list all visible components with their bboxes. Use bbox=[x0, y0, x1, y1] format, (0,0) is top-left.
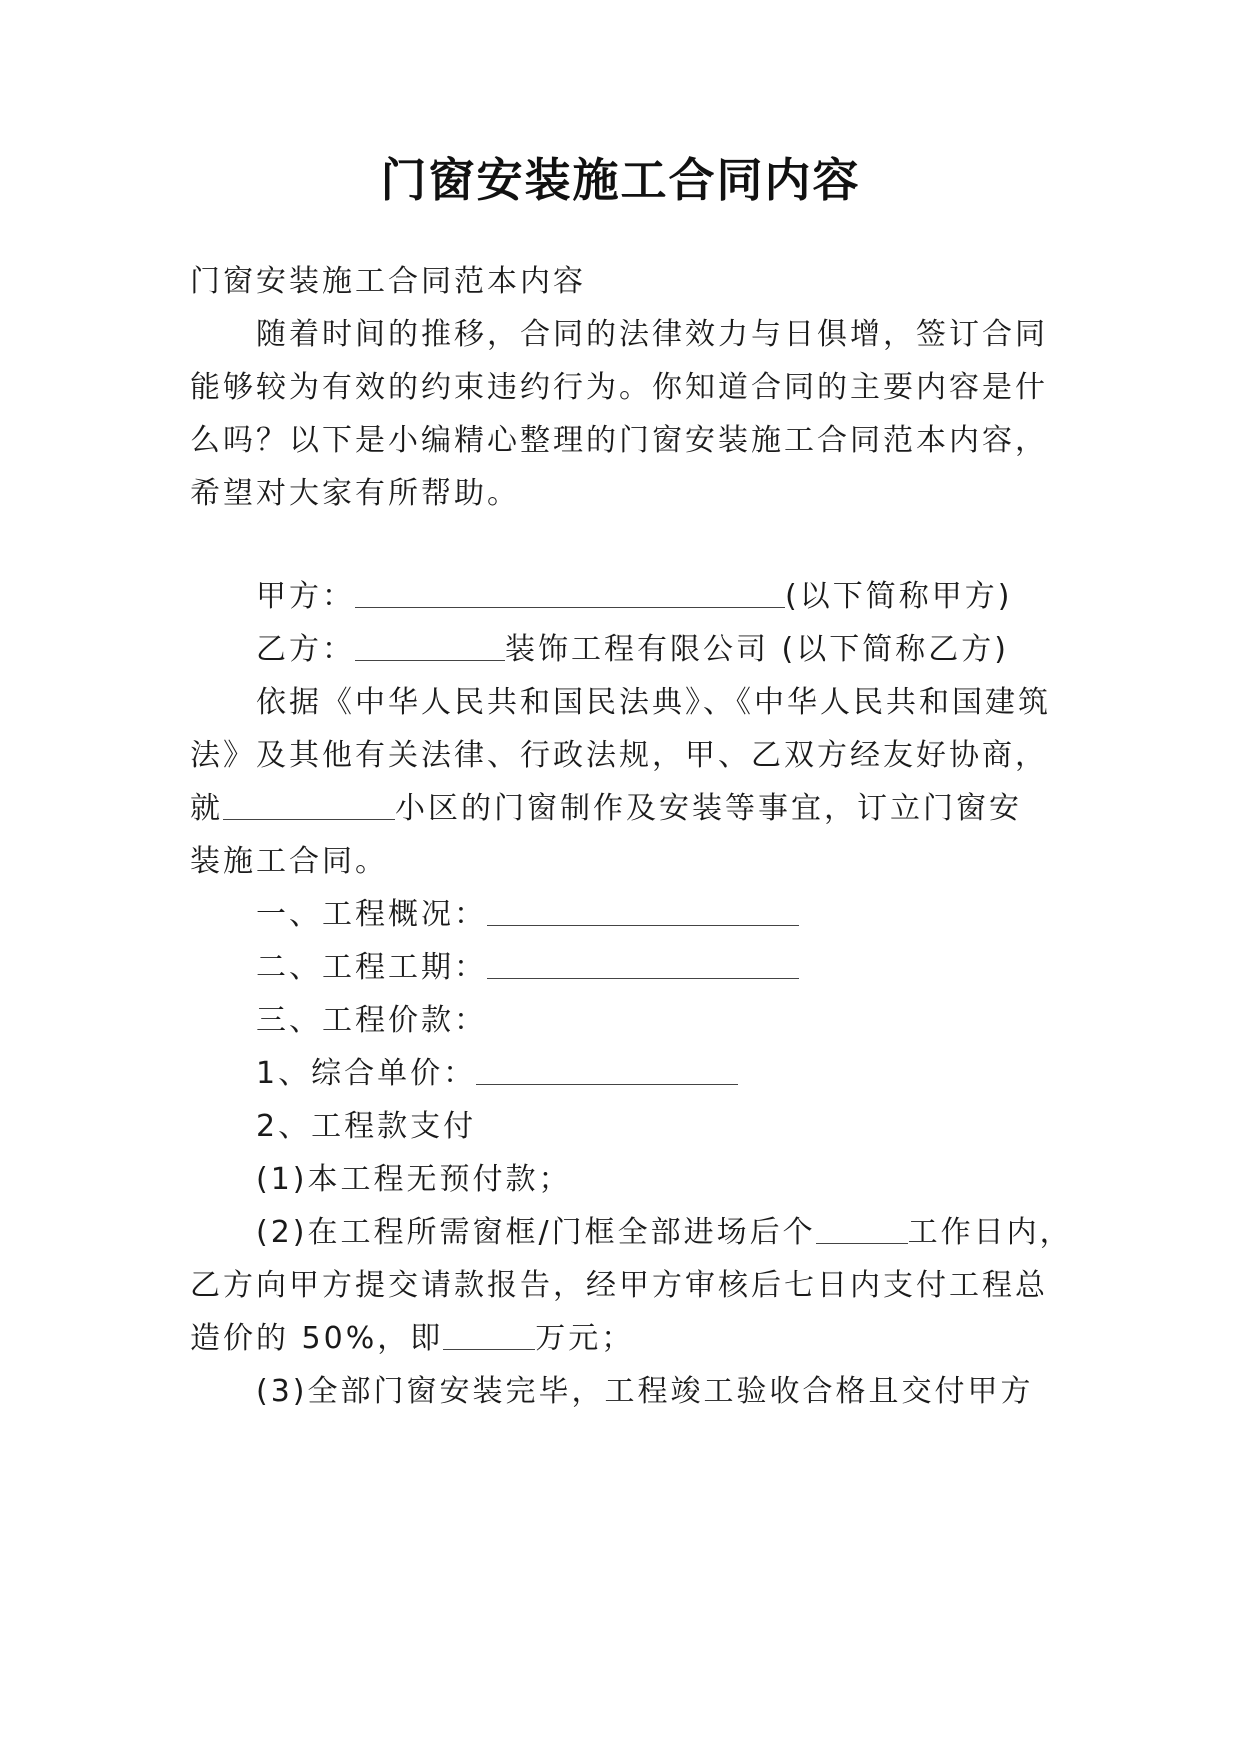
working-days-blank bbox=[816, 1217, 908, 1244]
section-2-label: 二、工程工期： bbox=[256, 950, 487, 985]
item-2-label: 2、工程款支付 bbox=[256, 1109, 477, 1144]
party-b-blank bbox=[355, 634, 505, 661]
payment-2-line-1 bbox=[256, 1213, 1136, 1253]
party-a-line bbox=[256, 577, 1136, 617]
project-period-blank bbox=[487, 952, 799, 979]
item-1-label: 1、综合单价： bbox=[256, 1056, 477, 1091]
payment-2-line-3-prefix: 造价的 50%，即 bbox=[190, 1321, 444, 1356]
party-a-blank bbox=[355, 581, 785, 608]
party-a-label: 甲方： bbox=[256, 579, 355, 614]
intro-line-1: 随着时间的推移，合同的法律效力与日俱增，签订合同 bbox=[256, 317, 1048, 352]
basis-line-3-suffix: 小区的门窗制作及安装等事宜，订立门窗安 bbox=[395, 791, 1022, 826]
amount-blank bbox=[443, 1323, 535, 1350]
party-b-line bbox=[256, 630, 1136, 670]
community-blank bbox=[223, 793, 395, 820]
basis-line-3-prefix: 就 bbox=[190, 791, 223, 826]
intro-line-3: 么吗？以下是小编精心整理的门窗安装施工合同范本内容， bbox=[190, 423, 1048, 458]
section-2-line bbox=[256, 948, 1136, 988]
document-subtitle: 门窗安装施工合同范本内容 bbox=[190, 264, 586, 299]
section-1-label: 一、工程概况： bbox=[256, 897, 487, 932]
payment-2-prefix: (2)在工程所需窗框/门框全部进场后个 bbox=[256, 1215, 816, 1250]
item-1-line bbox=[256, 1054, 1136, 1094]
basis-line-3 bbox=[190, 789, 1070, 829]
payment-2-suffix: 工作日内， bbox=[907, 1215, 1073, 1250]
payment-1: (1)本工程无预付款； bbox=[256, 1162, 572, 1197]
party-b-suffix: 装饰工程有限公司 (以下简称乙方) bbox=[505, 632, 1009, 667]
payment-3: (3)全部门窗安装完毕，工程竣工验收合格且交付甲方 bbox=[256, 1374, 1034, 1409]
unit-price-blank bbox=[476, 1058, 738, 1085]
project-overview-blank bbox=[487, 899, 799, 926]
basis-line-2: 法》及其他有关法律、行政法规，甲、乙双方经友好协商， bbox=[190, 738, 1048, 773]
document-title: 门窗安装施工合同内容 bbox=[380, 153, 861, 207]
intro-line-4: 希望对大家有所帮助。 bbox=[190, 476, 520, 511]
intro-line-2: 能够较为有效的约束违约行为。你知道合同的主要内容是什 bbox=[190, 370, 1048, 405]
payment-2-line-3-suffix: 万元； bbox=[535, 1321, 635, 1356]
party-a-suffix: (以下简称甲方) bbox=[785, 579, 1013, 614]
payment-2-line-3 bbox=[190, 1319, 1070, 1359]
basis-line-1: 依据《中华人民共和国民法典》、《中华人民共和国建筑 bbox=[256, 685, 1051, 720]
party-b-label: 乙方： bbox=[256, 632, 355, 667]
section-3-label: 三、工程价款： bbox=[256, 1003, 487, 1038]
payment-2-line-2: 乙方向甲方提交请款报告，经甲方审核后七日内支付工程总 bbox=[190, 1268, 1048, 1303]
basis-line-4: 装施工合同。 bbox=[190, 844, 388, 879]
section-1-line bbox=[256, 895, 1136, 935]
